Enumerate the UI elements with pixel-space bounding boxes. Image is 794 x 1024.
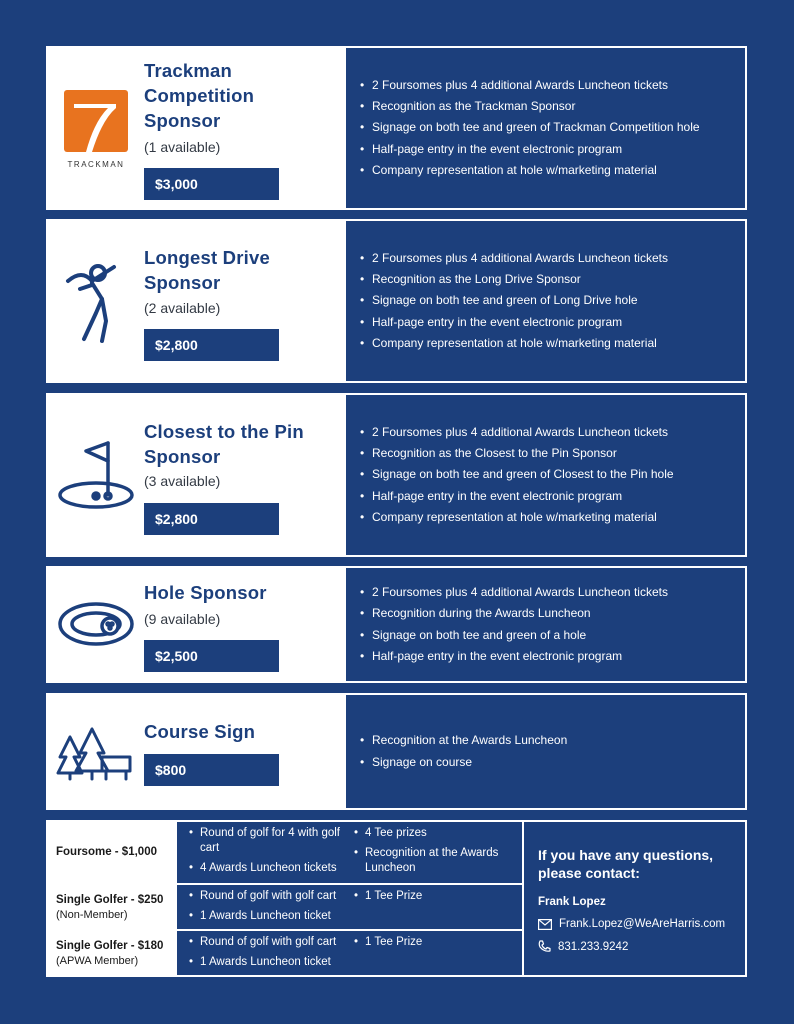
benefit-item: • Half-page entry in the event electronic program	[360, 486, 674, 507]
list-item: • Round of golf for 4 with golf cart	[189, 826, 354, 856]
list-item: • Round of golf with golf cart	[189, 935, 354, 950]
golfer-packages-section	[46, 820, 747, 977]
sponsor-title: Closest to the Pin Sponsor	[144, 421, 304, 467]
sponsor-benefits	[344, 568, 745, 681]
package-benefits	[179, 885, 522, 929]
sponsor-benefits	[344, 221, 745, 381]
list-item: • 4 Awards Luncheon tickets	[189, 861, 354, 876]
table-row	[48, 885, 522, 931]
package-name: Single Golfer - $180	[56, 939, 164, 952]
package-sub: (APWA Member)	[56, 954, 139, 967]
package-label	[48, 885, 179, 929]
sponsor-card-left	[48, 568, 344, 681]
benefit-item: • Half-page entry in the event electronic program	[360, 312, 668, 333]
list-item: • Recognition at the Awards Luncheon	[354, 846, 522, 876]
sponsor-card-left	[48, 48, 344, 208]
sponsor-title: Trackman Competition Sponsor	[144, 60, 255, 131]
benefit-item: • Signage on course	[360, 752, 567, 773]
benefit-item: • Signage on both tee and green of Long Drive hole	[360, 290, 668, 311]
list-item: • 1 Tee Prize	[354, 889, 522, 904]
sponsor-benefits	[344, 395, 745, 555]
list-item: • 4 Tee prizes	[354, 826, 522, 841]
golfer-packages-table	[48, 822, 524, 975]
benefit-item: • Company representation at hole w/marketing material	[360, 507, 674, 528]
list-item: • 1 Awards Luncheon ticket	[189, 909, 354, 924]
benefit-item: • Recognition as the Long Drive Sponsor	[360, 269, 668, 290]
contact-phone[interactable]: 831.233.9242	[558, 940, 629, 953]
sponsor-card-trackman	[46, 46, 747, 210]
sponsor-price: $2,500	[144, 640, 279, 672]
sponsor-price: $2,800	[144, 329, 279, 361]
benefit-item: • Recognition as the Closest to the Pin Sponsor	[360, 443, 674, 464]
golf-ball-hole-icon	[56, 600, 136, 653]
package-label	[48, 822, 179, 883]
benefit-item: • Recognition as the Trackman Sponsor	[360, 96, 700, 117]
benefit-item: • Half-page entry in the event electronic program	[360, 139, 700, 160]
trackman-logo-icon	[62, 90, 130, 177]
package-name: Foursome - $1,000	[56, 846, 157, 858]
contact-panel	[524, 822, 745, 975]
sponsor-card-course-sign	[46, 693, 747, 810]
table-row	[48, 931, 522, 975]
benefit-item: • Recognition at the Awards Luncheon	[360, 730, 567, 751]
benefit-item: • 2 Foursomes plus 4 additional Awards Luncheon tickets	[360, 75, 700, 96]
list-item: • 1 Tee Prize	[354, 935, 522, 950]
flag-hole-icon	[56, 439, 136, 516]
trackman-logo-text: TRACKMAN	[67, 160, 125, 169]
contact-email[interactable]: Frank.Lopez@WeAreHarris.com	[559, 918, 726, 930]
sponsor-title: Course Sign	[144, 721, 256, 742]
sponsor-price: $800	[144, 754, 279, 786]
sponsor-benefits	[344, 48, 745, 208]
benefit-item: • 2 Foursomes plus 4 additional Awards Luncheon tickets	[360, 582, 668, 603]
list-item: • Round of golf with golf cart	[189, 889, 354, 904]
sponsor-card-closest-pin	[46, 393, 747, 557]
list-item: • 1 Awards Luncheon ticket	[189, 955, 354, 970]
sponsor-card-left	[48, 695, 344, 808]
sponsor-availability: (3 available)	[144, 473, 221, 489]
benefit-item: • Recognition during the Awards Luncheon	[360, 603, 668, 624]
envelope-icon	[538, 919, 552, 930]
table-row	[48, 822, 522, 885]
sponsor-price: $2,800	[144, 503, 279, 535]
sponsor-availability: (2 available)	[144, 300, 221, 316]
contact-name: Frank Lopez	[538, 896, 606, 908]
sponsor-card-longest-drive	[46, 219, 747, 383]
contact-email-line	[538, 918, 745, 930]
sponsor-card-left	[48, 395, 344, 555]
phone-icon	[538, 940, 551, 953]
trees-sign-icon	[56, 727, 136, 786]
benefit-item: • Company representation at hole w/marketing material	[360, 160, 700, 181]
benefit-item: • Company representation at hole w/marketing material	[360, 333, 668, 354]
sponsor-card-left	[48, 221, 344, 381]
contact-question: If you have any questions, please contact:	[538, 847, 714, 881]
package-benefits	[179, 931, 522, 975]
sponsor-title: Hole Sponsor	[144, 582, 267, 603]
golfer-swing-icon	[62, 259, 132, 350]
benefit-item: • Signage on both tee and green of Trackman Competition hole	[360, 117, 700, 138]
package-benefits	[179, 822, 522, 883]
benefit-item: • 2 Foursomes plus 4 additional Awards Luncheon tickets	[360, 248, 668, 269]
sponsor-title: Longest Drive Sponsor	[144, 247, 270, 293]
package-name: Single Golfer - $250	[56, 893, 164, 906]
sponsor-card-hole	[46, 566, 747, 683]
package-sub: (Non-Member)	[56, 908, 128, 921]
sponsor-availability: (1 available)	[144, 139, 221, 155]
benefit-item: • Signage on both tee and green of a hole	[360, 625, 668, 646]
benefit-item: • Signage on both tee and green of Closest to the Pin hole	[360, 464, 674, 485]
sponsor-price: $3,000	[144, 168, 279, 200]
sponsor-availability: (9 available)	[144, 611, 221, 627]
sponsor-benefits	[344, 695, 745, 808]
package-label	[48, 931, 179, 975]
benefit-item: • Half-page entry in the event electronic program	[360, 646, 668, 667]
contact-phone-line	[538, 940, 745, 953]
benefit-item: • 2 Foursomes plus 4 additional Awards Luncheon tickets	[360, 422, 674, 443]
